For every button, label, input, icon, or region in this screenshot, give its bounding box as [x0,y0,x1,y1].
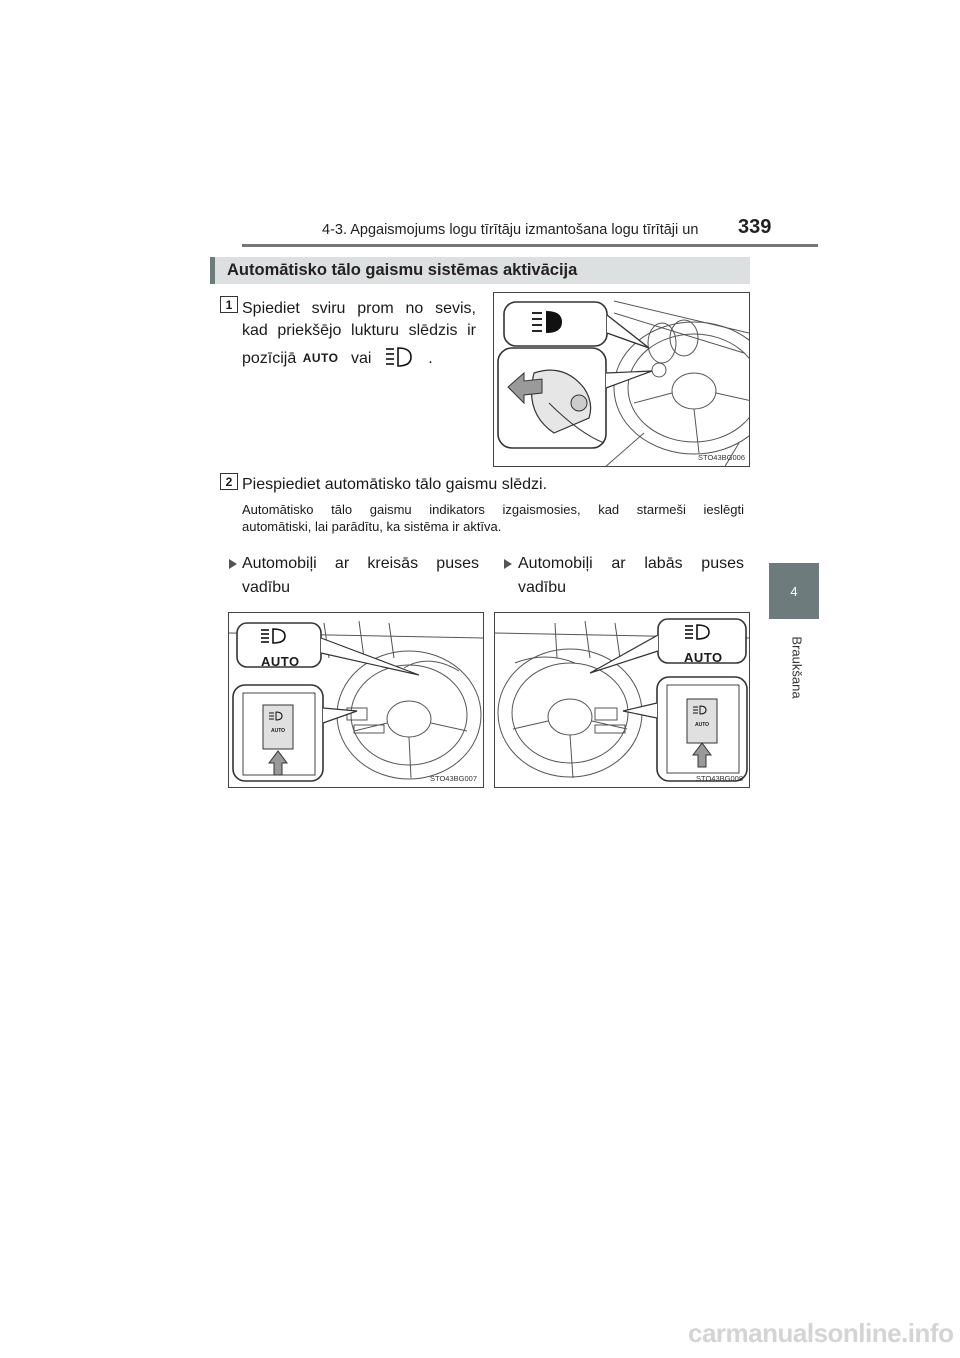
chapter-tab-label [782,626,806,716]
step-1-number: 1 [220,296,238,313]
page-number: 339 [738,216,772,238]
variant-rhd-line-2: vadību [518,579,567,596]
lever-illustration [494,293,750,467]
auto-label: AUTO [261,654,300,669]
figure-code-007: STO43BG007 [430,774,477,783]
step-1-position-label: pozīcijā [242,350,297,367]
figure-code-006: STO43BG006 [698,453,745,462]
step-1-line-1: Spiediet sviru prom no sevis, [242,300,476,317]
step-2-note-line-1: Automātisko tālo gaismu indikators izgaismosies, kad starmeši ieslēgti [242,502,744,517]
step-1-or-label: vai [350,350,372,367]
chapter-header-title: 4-3. Apgaismojums logu tīrītāju izmantošana logu tīrītāji un [322,222,699,238]
header-rule [242,244,818,247]
auto-symbol: AUTO [302,351,339,365]
lever-figure [493,292,750,467]
step-2-number: 2 [220,473,238,490]
section-heading [210,257,750,284]
bullet-triangle-icon [504,559,512,569]
auto-button-label: AUTO [695,722,710,728]
step-2-note-line-2: automātiski, lai parādītu, ka sistēma ir aktīva. [242,519,502,534]
variant-lhd-line-1: Automobiļi ar kreisās puses [242,555,479,572]
figure-code-008: STO43BG008 [696,774,743,783]
watermark: carmanualsonline.info [688,1318,954,1348]
variant-lhd-line-2: vadību [242,579,291,596]
variant-rhd-line-1: Automobiļi ar labās puses [518,555,744,572]
rhd-illustration [495,613,750,788]
rhd-figure [494,612,750,788]
chapter-tab-label-text: Braukšana [789,636,805,699]
auto-button-label: AUTO [271,728,286,734]
auto-label: AUTO [684,650,723,665]
lhd-figure [228,612,484,788]
step-1-end: . [428,350,433,367]
headlight-symbol-icon [384,346,414,368]
bullet-triangle-icon [229,559,237,569]
lhd-illustration [229,613,484,788]
chapter-tab[interactable]: 4 [769,563,819,619]
step-1-line-3 [242,345,482,372]
section-accent [210,257,215,284]
section-title: Automātisko tālo gaismu sistēmas aktivācija [227,261,578,279]
step-2-text: Piespiediet automātisko tālo gaismu slēdzi. [242,476,548,493]
step-1-line-2: kad priekšējo lukturu slēdzis ir [242,322,476,339]
